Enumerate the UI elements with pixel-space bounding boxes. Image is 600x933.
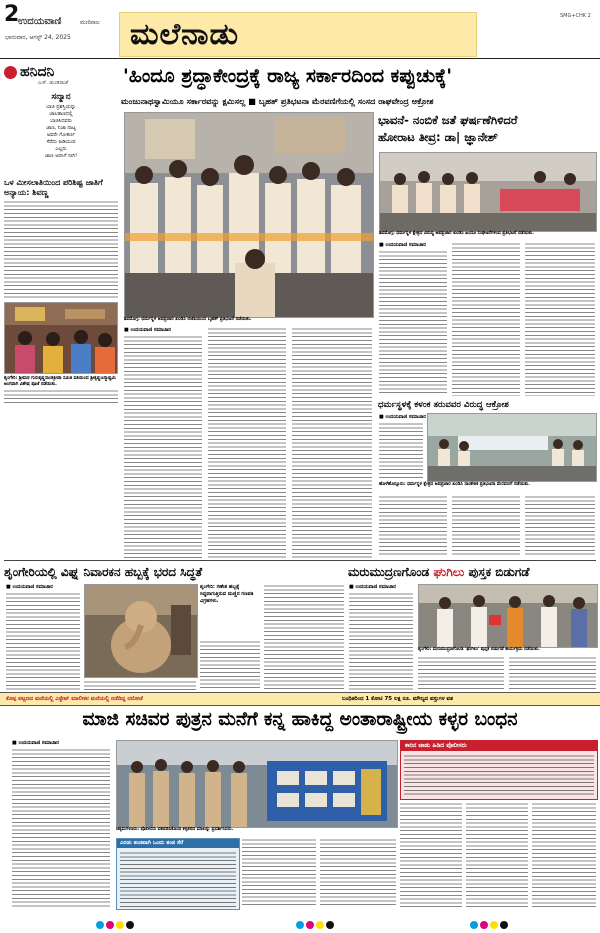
bottom-headline-box xyxy=(4,706,596,734)
bottom-body-col-5 xyxy=(466,802,528,908)
sringeri-body-col-3 xyxy=(200,640,260,690)
hanidani-column xyxy=(4,64,118,176)
color-registration-marks-2 xyxy=(296,914,336,933)
bottom-body-col-3 xyxy=(320,838,396,908)
mid-article-photo xyxy=(427,413,597,482)
book-headline-b: ಘುಗಿಲು xyxy=(433,565,465,579)
poem xyxy=(4,104,118,160)
sringeri-headline: ಶೃಂಗೇರಿಯಲ್ಲಿ ವಿಘ್ನ ನಿವಾರಕನ ಹಬ್ಬಕ್ಕೆ ಭರದ ಸಿದ್ಧತೆ xyxy=(4,565,203,579)
lead-subhead-box xyxy=(121,94,593,110)
book-body-col-2 xyxy=(418,656,504,690)
book-body-col-1 xyxy=(349,592,413,690)
book-headline-c: ಪುಸ್ತಕ ಬಿಡುಗಡೆ xyxy=(468,565,530,579)
masthead-rule xyxy=(0,58,600,59)
poem-line: ಬಾಚಿಸಿದವರು xyxy=(50,118,72,124)
lead-body-col-2 xyxy=(208,327,286,559)
red-box xyxy=(400,740,598,800)
right-top-headline-box xyxy=(378,112,596,152)
mid-article-body-2 xyxy=(379,495,447,557)
bottom-body-col-1 xyxy=(12,748,110,908)
mid-article-body-1 xyxy=(379,422,423,480)
book-release-photo xyxy=(419,585,597,647)
right-top-headline-2: ಹೋರಾಟ ತೀವ್ರ: ಡಾ| ಜ್ಞಾನೇಶ್ xyxy=(378,130,498,144)
book-caption: ಶೃಂಗೇರಿ: ಮರುಮುದ್ರಣಗೊಂಡ 'ಘುಗಿಲು' ಪುಸ್ತಕ ಬಿಡುಗಡೆ ಕಾರ್ಯಕ್ರಮ ನಡೆಯಿತು. xyxy=(418,647,541,652)
book-dateline: ■ ಉದಯವಾಣಿ ಸಮಾಚಾರ xyxy=(349,584,396,590)
mid-article-dateline: ■ ಉದಯವಾಣಿ ಸಮಾಚಾರ xyxy=(379,414,426,420)
lead-dateline: ■ ಉದಯವಾಣಿ ಸಮಾಚಾರ xyxy=(124,327,171,333)
mid-article-caption: ಹೊಳೆಹೊನ್ನೂರು: ಧರ್ಮಸ್ಥಳ ಕ್ಷೇತ್ರದ ಅಪಪ್ರಚಾರ ಖಂಡಿಸಿ ಸಾಂಕೇತಿಕ ಪ್ರತಿಭಟನಾ ಮೆರವಣಿಗೆ ನಡೆಯಿತು. xyxy=(379,482,530,487)
ticker-right: ಬಂಧಿತರಿಂದ 1 ಕೋಟಿ 75 ಲಕ್ಷ ರೂ. ಮೌಲ್ಯದ ವಸ್ತುಗಳ ವಶ xyxy=(342,696,454,702)
poem-line: ಜಾಲತಾಣದಲ್ಲಿ xyxy=(49,111,73,117)
page-code: SMG+CHK 2 xyxy=(560,13,591,19)
sringeri-body-col-2 xyxy=(84,680,196,690)
poem-line: ಜಾಣ, ನಿಜಾ ನಾಟ್ಯ xyxy=(46,125,76,131)
right-top-body-col-1 xyxy=(379,250,447,396)
book-body-col-3 xyxy=(509,656,596,690)
book-headline-a: ಮರುಮುದ್ರಣಗೊಂಡ xyxy=(348,565,430,579)
column-brand: ಹನಿದನಿ xyxy=(20,64,55,80)
protest-banner-photo xyxy=(380,153,596,231)
sringeri-dateline: ■ ಉದಯವಾಣಿ ಸಮಾಚಾರ xyxy=(6,584,53,590)
seized-goods-photo xyxy=(117,741,397,827)
poem-line: ಬಾಚಿ ಪ್ರಶಸ್ತಿಯನ್ನು xyxy=(46,104,76,110)
poem-line: ಜಾಣ ಅರಸಿಗೆ ನೀಗಿ! xyxy=(44,153,78,159)
roadside-protest-photo xyxy=(428,414,596,481)
ticker-strip xyxy=(0,692,600,706)
masthead xyxy=(0,0,600,64)
bottom-box-title: ಎರಡು ತಂಡವಾಗಿ ಒಂದು ತಂಡ ಸೆರೆ xyxy=(117,839,239,848)
mid-article-headline-box xyxy=(378,398,596,412)
poem-title: ಸನ್ಮಾನ xyxy=(51,92,71,102)
right-top-caption: ಶಿವಮೊಗ್ಗ: ಧರ್ಮಸ್ಥಳ ಕ್ಷೇತ್ರದ ವಿರುದ್ಧ ಅಪಪ್ರಚಾರ ಖಂಡಿಸಿ ಹಿಂದೂ ಸಂಘಟನೆಗಳಿಂದ ಪ್ರತಿಭಟನೆ ನಡೆಯಿತು. xyxy=(379,231,534,236)
bottom-photo xyxy=(116,740,398,828)
lead-caption: ಶಿವಮೊಗ್ಗ: ಧರ್ಮಸ್ಥಳ ಅಪಪ್ರಚಾರ ಖಂಡಿಸಿ ಬಿಜೆಪಿಯಿಂದ ಬೃಹತ್ ಪ್ರತಿಭಟನೆ ನಡೆಯಿತು. xyxy=(124,317,252,322)
bottom-body-col-2 xyxy=(242,838,316,908)
lead-body-col-3 xyxy=(292,327,372,559)
section-banner xyxy=(119,12,477,57)
right-top-headline-1: ಭಾವನೆ- ನಂಬಿಕೆ ಜತೆ ಘರ್ಷಣೆಗಿಳಿದರೆ xyxy=(378,113,518,127)
right-top-dateline: ■ ಉದಯವಾಣಿ ಸಮಾಚಾರ xyxy=(379,242,426,248)
right-top-body-col-2 xyxy=(452,242,520,396)
poem-line: ಸೆರೆದು ಹಿಡಿಯುವ xyxy=(46,139,76,145)
bottom-info-box xyxy=(116,838,240,910)
left-article-photo xyxy=(4,302,118,374)
left-article-headline: ಒಳ ಮೀಸಲಾತಿಯಿಂದ ಪರಿಶಿಷ್ಟ ಜಾತಿಗೆ ಅನ್ಯಾಯ: ಶಿವಣ್ಣ xyxy=(4,178,103,197)
lead-headline-box xyxy=(121,62,593,94)
sringeri-headline-box xyxy=(4,563,346,581)
color-registration-marks-3 xyxy=(470,914,510,933)
red-box-title: ಕಾರಿನ ಜಾಡು ಹಿಡಿದ ಪೊಲೀಸರು xyxy=(401,741,597,751)
ticker-left: ಕೊಪ್ಪ ಪಟ್ಟಣದ ಮನೆಯಲ್ಲಿ ಎಸ್ಟೇಟ್‌ ಮಾಲೀಕರ ಮನೆಯಲ್ಲಿ ನಡೆದಿದ್ದ ದರೋಡೆ xyxy=(6,696,143,702)
right-top-photo xyxy=(379,152,597,232)
poem-line: ಅವರೇ ಗೋಕರ್ಣ xyxy=(46,132,76,138)
bottom-box-body xyxy=(120,851,236,907)
mid-article-headline: ಧರ್ಮಸ್ಥಳಕ್ಕೆ ಕಳಂಕ ತರುವವರ ವಿರುದ್ಧ ಆಕ್ರೋಶ xyxy=(378,400,509,410)
lead-subhead: ಮಂಜುನಾಥಸ್ವಾಮಿಯೂ ಸರ್ಕಾರವನ್ನು ಕ್ಷಮಿಸಲ್ಲ ■ ಬೃಹತ್ ಪ್ರತಿಭಟನಾ ಮೆರವಣಿಗೆಯಲ್ಲಿ ಸಂಸದ ರಾಘವೇಂದ್ರ ಆಕ್ರೋಶ xyxy=(121,96,434,106)
left-article-body xyxy=(4,200,118,298)
lead-headline: 'ಹಿಂದೂ ಶ್ರದ್ಧಾಕೇಂದ್ರಕ್ಕೆ ರಾಜ್ಯ ಸರ್ಕಾರದಿಂದ ಕಪ್ಪುಚುಕ್ಕೆ' xyxy=(123,65,453,87)
bottom-dateline: ■ ಉದಯವಾಣಿ ಸಮಾಚಾರ xyxy=(12,740,59,746)
bottom-headline: ಮಾಜಿ ಸಚಿವರ ಪುತ್ರನ ಮನೆಗೆ ಕನ್ನ ಹಾಕಿದ್ದ ಅಂತಾರಾಷ್ಟ್ರೀಯ ಕಳ್ಳರ ಬಂಧನ xyxy=(82,709,518,730)
section-title: ಮಲೆನಾಡು xyxy=(130,17,240,52)
drop-icon xyxy=(4,66,17,79)
lead-photo xyxy=(124,112,374,318)
lead-body xyxy=(124,327,372,559)
protest-march-photo xyxy=(125,113,373,317)
sringeri-body-col-1 xyxy=(6,592,80,690)
mid-article-body-3 xyxy=(452,495,520,557)
date: ಭಾನುವಾರ, ಆಗಸ್ಟ್ 24, 2025 xyxy=(5,34,71,41)
lead-body-col-1 xyxy=(124,335,202,559)
bottom-photo-caption: ಚಿಕ್ಕಮಗಳೂರು: ಪೊಲೀಸರು ವಶಪಡಿಸಿಕೊಂಡ ಕಳ್ಳತನದ ಮಾಲನ್ನು ಪ್ರದರ್ಶಿಸಿದರು. xyxy=(116,827,234,832)
column-author: ಎಚ್. ಡುಂಡಿರಾಜ್ xyxy=(38,80,69,86)
book-headline-box xyxy=(348,563,596,581)
sringeri-photo-caption: ಶೃಂಗೇರಿ: ಗಣೇಶ ಹಬ್ಬಕ್ಕೆ ಸಿದ್ಧವಾಗುತ್ತಿರುವ ಮಣ್ಣಿನ ಗಣಪತಿ ವಿಗ್ರಹಗಳು. xyxy=(200,584,254,604)
left-article-body-2 xyxy=(4,389,118,405)
edition: ಮಣಿಪಾಲ xyxy=(80,19,100,26)
color-registration-marks xyxy=(96,914,136,933)
page-number: 2 xyxy=(4,2,20,27)
section-divider xyxy=(4,560,596,561)
poem-line: ಎಲ್ಲರು xyxy=(55,146,67,152)
sringeri-body-col-4 xyxy=(264,584,344,690)
left-article-caption: ಶೃಂಗೇರಿ: ಶ್ರೀಮಠ ಗುರುಕೃಷ್ಣಸಾಂತಕ್ರೀಡಾ ಸಮಿತಿ ವತಿಯಿಂದ ಶ್ರೀಕೃಷ್ಣಜನ್ಮಾಷ್ಟಮಿ ಅಂಗವಾಗಿ ವಿಶೇಷ ಪೂಜೆ ನಡೆಯಿತು. xyxy=(4,376,116,387)
right-top-body-col-3 xyxy=(525,242,595,396)
red-box-body xyxy=(404,754,594,796)
book-photo xyxy=(418,584,598,648)
mid-article-body-4 xyxy=(525,495,595,557)
paper-name: ಉದಯವಾಣಿ xyxy=(18,16,62,27)
sringeri-photo xyxy=(84,584,198,678)
temple-crowd-photo xyxy=(5,303,118,373)
left-article xyxy=(4,178,118,413)
bottom-body-col-6 xyxy=(532,802,596,908)
bottom-body-col-4 xyxy=(400,802,462,908)
ganesha-idol-photo xyxy=(85,585,197,677)
